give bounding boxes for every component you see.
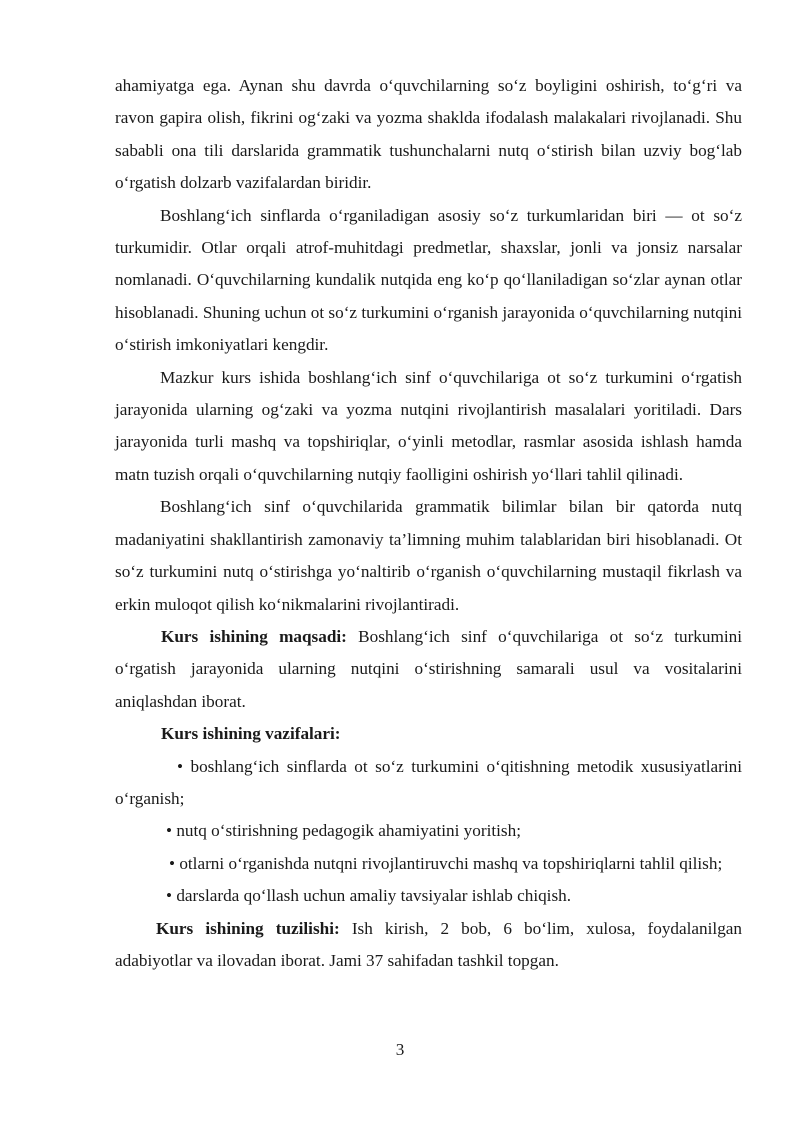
structure-label: Kurs ishining tuzilishi: (156, 918, 340, 938)
task-item-4: • darslarda qo‘llash uchun amaliy tavsiyalar ishlab chiqish. (166, 886, 572, 906)
tasks-label: Kurs ishining vazifalari: (161, 724, 341, 744)
goal-label: Kurs ishining maqsadi: (161, 626, 347, 646)
paragraph-2: Boshlang‘ich sinflarda o‘rganiladigan asosiy so‘z turkumlaridan biri — ot so‘z turkumidir. Otlar orqali atrof-muhitdagi predmetlar, shaxslar, jonli va jonsiz narsalar nomlanadi. O‘quvchilarning kundalik nutqida eng ko‘p qo‘llaniladigan so‘zlar aynan otlar hisoblanadi. Shuning uchun ot so‘z turkumini o‘rganish jarayonida o‘quvchilarning nutqini o‘stirish imkoniyatlari kengdir. (115, 205, 742, 355)
goal-text: Boshlang‘ich sinf o‘quvchilariga ot so‘z turkumini o‘rgatish jarayonida ularning nutqini o‘stirishning samarali usul va vositalarini aniqlashdan iborat. (115, 626, 743, 711)
task-item-2: • nutq o‘stirishning pedagogik ahamiyatini yoritish; (166, 821, 521, 841)
paragraph-4: Boshlang‘ich sinf o‘quvchilarida grammatik bilimlar bilan bir qatorda nutq madaniyatini shakllantirish zamonaviy ta’limning muhim talablaridan biri hisoblanadi. Ot so‘z turkumini nutq o‘stirishga yo‘naltirib o‘rganish o‘quvchilarning mustaqil fikrlash va erkin muloqot qilish ko‘nikmalarini rivojlantiradi. (115, 497, 742, 614)
paragraph-1: ahamiyatga ega. Aynan shu davrda o‘quvchilarning so‘z boyligini oshirish, to‘g‘ri va ravon gapira olish, fikrini og‘zaki va yozma shaklda ifodalash malakalari rivojlanadi. Shu sababli ona tili darslarida grammatik tushunchalarni nutq o‘stirish bilan uzviy bog‘lab o‘rgatish dolzarb vazifalardan biridir. (115, 76, 742, 193)
body-text (115, 70, 742, 977)
task-item-1: • boshlang‘ich sinflarda ot so‘z turkumini o‘qitishning metodik xususiyatlarini o‘rganish; (115, 756, 742, 808)
page-number: 3 (395, 1040, 405, 1059)
task-item-3: • otlarni o‘rganishda nutqni rivojlantiruvchi mashq va topshiriqlarni tahlil qilish; (169, 853, 723, 873)
goal-paragraph (115, 621, 742, 718)
tasks-heading (115, 718, 742, 750)
paragraph-3: Mazkur kurs ishida boshlang‘ich sinf o‘quvchilariga ot so‘z turkumini o‘rgatish jarayonida ularning og‘zaki va yozma nutqini rivojlantirish masalalari yoritiladi. Dars jarayonida turli mashq va topshiriqlar, o‘yinli metodlar, rasmlar asosida ishlash hamda matn tuzish orqali o‘quvchilarning nutqiy faolligini oshirish yo‘llari tahlil qilinadi. (115, 367, 742, 484)
structure-paragraph (115, 913, 742, 978)
structure-text: Ish kirish, 2 bob, 6 bo‘lim, xulosa, foydalanilgan adabiyotlar va ilovadan iborat. Jami 37 sahifadan tashkil topgan. (115, 918, 743, 970)
